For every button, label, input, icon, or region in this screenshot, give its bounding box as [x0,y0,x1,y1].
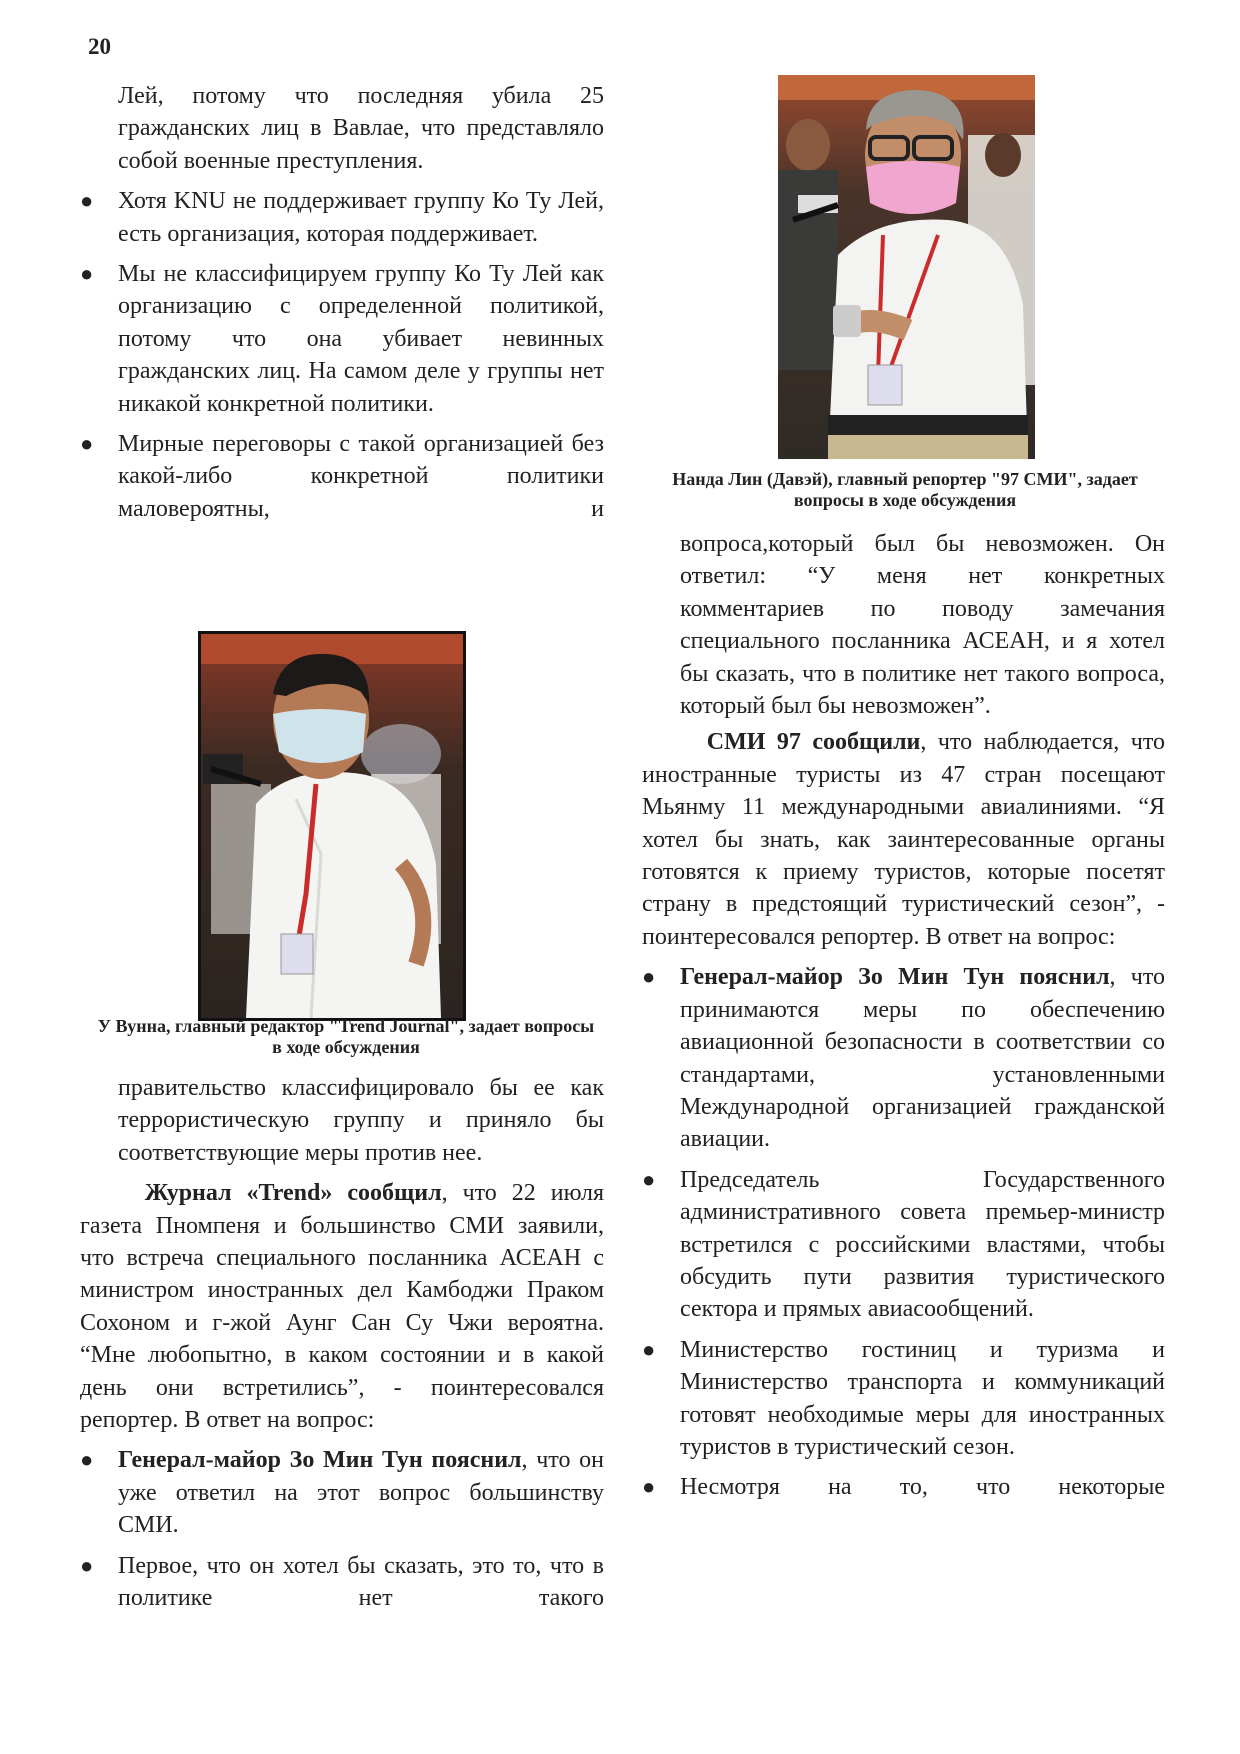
list-item: ● Первое, что он хотел бы сказать, это то, что в политике нет такого [80,1550,604,1615]
list-item: ● Хотя KNU не поддерживает группу Ко Ту Лей, есть организация, которая поддерживает. [80,185,604,250]
bullet-icon: ● [642,964,656,990]
bullet-icon: ● [642,1474,656,1500]
right-photo-caption-block [655,469,1155,511]
man-with-pink-mask-photo [778,75,1035,459]
right-column [642,528,1165,1504]
bullet-icon: ● [80,1447,94,1473]
man-in-white-shirt-photo [201,634,463,1018]
bullet-icon: ● [80,261,94,287]
paragraph: Журнал «Trend» сообщил, что 22 июля газета Пномпеня и большинство СМИ заявили, что встреча специального посланника АСЕАН с министром иностранных дел Камбоджи Праком Сохоном и г-жой Аунг Сан Су Чжи вероятна. “Мне любопытно, в каком состоянии и в какой день они встретились”, - поинтересовался репортер. В ответ на вопрос: [80,1180,604,1434]
photo-caption: Нанда Лин (Давэй), главный репортер "97 СМИ", задает вопросы в ходе обсуждения [672,469,1138,510]
list-item: ● Мы не классифицируем группу Ко Ту Лей как организацию с определенной политикой, потому что она убивает невинных гражданских лиц. На самом деле у группы нет никакой конкретной политики. [80,258,604,420]
photo-u-wunna [198,631,466,1021]
page-number: 20 [88,34,111,59]
bullet-icon: ● [80,1552,94,1578]
continued-paragraph: правительство классифицировало бы ее как террористическую группу и приняло бы соответствующие меры против нее. [118,1075,604,1166]
left-photo-caption-block [96,1016,596,1058]
list-item: ● Председатель Государственного административного совета премьер-министр встретился с российскими властями, чтобы обсудить пути развития туристического сектора и прямых авиасообщений. [642,1164,1165,1326]
continued-paragraph: вопроса,который был бы невозможен. Он ответил: “У меня нет конкретных комментариев по поводу замечания специального посланника АСЕАН, и я хотел бы сказать, что в политике нет такого вопроса, который был бы невозможен”. [680,531,1165,720]
list-item: ● Мирные переговоры с такой организацией без какой-либо конкретной политики маловероятны, и [80,428,604,525]
list-item: ● Генерал-майор Зо Мин Тун пояснил, что принимаются меры по обеспечению авиационной безопасности в соответствии со стандартами, установленными Международной организацией гражданской авиации. [642,961,1165,1155]
paragraph: СМИ 97 сообщили, что наблюдается, что иностранные туристы из 47 стран посещают Мьянму 11 международными авиалиниями. “Я хотел бы знать, как заинтересованные органы готовятся к приему туристов, которые посетят страну в предстоящий туристический сезон”, - поинтересовался репортер. В ответ на вопрос: [642,729,1166,950]
bullet-list [642,961,1165,1504]
bullet-list [80,185,604,525]
bullet-list [80,1444,604,1614]
photo-caption: У Вунна, главный редактор "Trend Journal", задает вопросы в ходе обсуждения [97,1016,595,1057]
photo-nanda-lin [778,75,1035,459]
paragraph-lead: Журнал «Trend» сообщил [144,1180,442,1207]
bullet-icon: ● [642,1166,656,1192]
left-column-top [80,80,604,525]
paragraph-lead: СМИ 97 сообщили [706,729,921,756]
list-item: ● Несмотря на то, что некоторые [642,1471,1165,1503]
bullet-icon: ● [80,188,94,214]
continued-paragraph: Лей, потому что последняя убила 25 гражданских лиц в Вавлае, что представляло собой военные преступления. [118,83,604,174]
list-item: ● Генерал-майор Зо Мин Тун пояснил, что он уже ответил на этот вопрос большинству СМИ. [80,1444,604,1541]
list-item: ● Министерство гостиниц и туризма и Министерство транспорта и коммуникаций готовят необходимые меры для иностранных туристов в туристический сезон. [642,1334,1165,1464]
bullet-icon: ● [642,1336,656,1362]
left-column-bottom [80,1072,604,1615]
bullet-icon: ● [80,431,94,457]
